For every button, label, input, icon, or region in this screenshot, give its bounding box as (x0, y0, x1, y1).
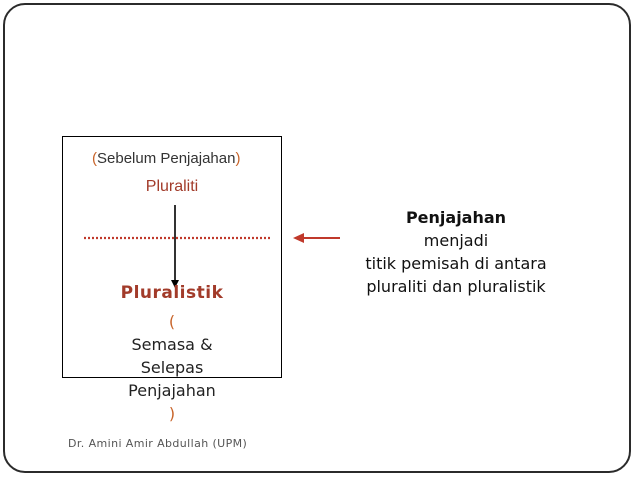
before-colonization-text: Sebelum Penjajahan (97, 150, 236, 167)
after-line-2: Selepas (140, 358, 204, 377)
after-text-3: Penjajahan (128, 381, 216, 400)
pluralistik-label: Pluralistik (120, 283, 224, 303)
explanation-line-3: pluraliti dan pluralistik (366, 277, 546, 296)
explanation-line-1 (336, 206, 576, 252)
open-paren: ( (92, 150, 97, 167)
during-after-colonization-label (62, 310, 282, 425)
explanation-bold: Penjajahan (405, 208, 507, 227)
close-paren: ) (168, 404, 176, 423)
explanation-line-2: titik pemisah di antara (365, 254, 547, 273)
close-paren: ) (235, 150, 241, 167)
left-arrow-head (293, 233, 304, 243)
after-line-1 (62, 310, 282, 356)
after-text-1: Semasa & (131, 335, 213, 354)
pluraliti-label: Pluraliti (145, 178, 199, 195)
explanation-rest: menjadi (423, 231, 489, 250)
after-line-3 (62, 379, 282, 425)
explanation-text (336, 206, 576, 298)
open-paren: ( (168, 312, 176, 331)
footer-author: Dr. Amini Amir Abdullah (UPM) (68, 437, 248, 450)
